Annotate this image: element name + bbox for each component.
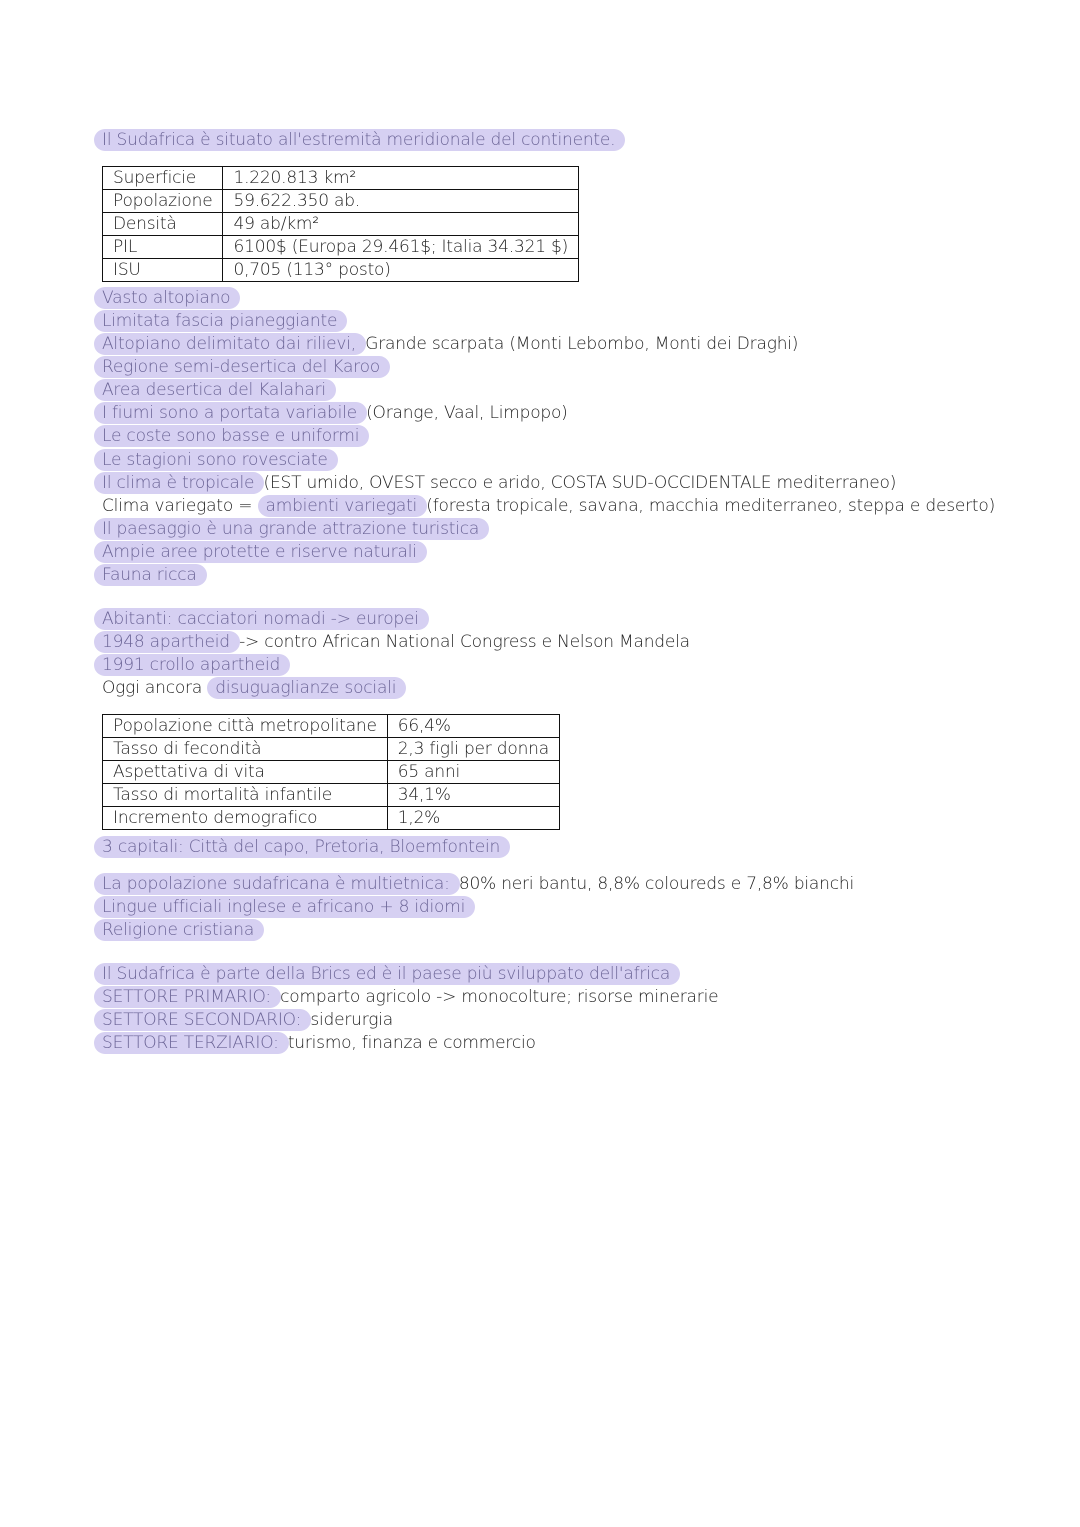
table-row: Incremento demografico 1,2% [103,807,560,830]
note-line: Oggi ancora disuguaglianze sociali [102,677,400,700]
note-line: SETTORE SECONDARIO: siderurgia [102,1009,393,1032]
note-line: Il clima è tropicale (EST umido, OVEST secco e arido, COSTA SUD-OCCIDENTALE mediterraneo) [102,472,896,495]
table-row: Tasso di mortalità infantile 34,1% [103,784,560,807]
table-row: Popolazione città metropolitane 66,4% [103,715,560,738]
note-line: Le stagioni sono rovesciate [102,449,332,472]
table-row: Densità 49 ab/km² [103,213,579,236]
note-line: Area desertica del Kalahari [102,379,330,402]
table-row: PIL 6100$ (Europa 29.461$; Italia 34.321 $) [103,236,579,259]
note-line: SETTORE TERZIARIO: turismo, finanza e commercio [102,1032,536,1055]
table-row: Aspettativa di vita 65 anni [103,761,560,784]
highlight: Il Sudafrica è situato all'estremità meridionale del continente. [94,129,625,151]
note-line: Lingue ufficiali inglese e africano + 8 idiomi [102,896,469,919]
note-line: Fauna ricca [102,564,201,587]
note-line: Limitata fascia pianeggiante [102,310,341,333]
note-line: Vasto altopiano [102,287,234,310]
note-line: 1991 crollo apartheid [102,654,284,677]
capitals-line: 3 capitali: Città del capo, Pretoria, Bloemfontein [102,836,504,859]
note-line: Regione semi-desertica del Karoo [102,356,384,379]
note-line: Il Sudafrica è parte della Brics ed è il paese più sviluppato dell'africa [102,963,674,986]
note-line: Ampie aree protette e riserve naturali [102,541,421,564]
table-row: Tasso di fecondità 2,3 figli per donna [103,738,560,761]
note-line: Clima variegato = ambienti variegati (foresta tropicale, savana, macchia mediterraneo, steppa e deserto) [102,496,996,516]
demographics-table [102,714,560,830]
note-line: Abitanti: cacciatori nomadi -> europei [102,608,423,631]
table-row: Popolazione 59.622.350 ab. [103,190,579,213]
note-line: I fiumi sono a portata variabile (Orange, Vaal, Limpopo) [102,402,568,425]
table-row: ISU 0,705 (113° posto) [103,259,579,282]
note-line: 1948 apartheid -> contro African National Congress e Nelson Mandela [102,631,690,654]
note-line: SETTORE PRIMARIO: comparto agricolo -> monocolture; risorse minerarie [102,986,718,1009]
note-line: Religione cristiana [102,919,258,942]
note-line: Le coste sono basse e uniformi [102,425,363,448]
note-line: Altopiano delimitato dai rilievi, Grande scarpata (Monti Lebombo, Monti dei Draghi) [102,333,798,356]
country-stats-table [102,166,579,282]
note-line: Il paesaggio è una grande attrazione turistica [102,518,483,541]
note-line: La popolazione sudafricana è multietnica: 80% neri bantu, 8,8% coloureds e 7,8% bianchi [102,873,854,896]
table-row: Superficie 1.220.813 km² [103,167,579,190]
intro-line [102,129,619,152]
